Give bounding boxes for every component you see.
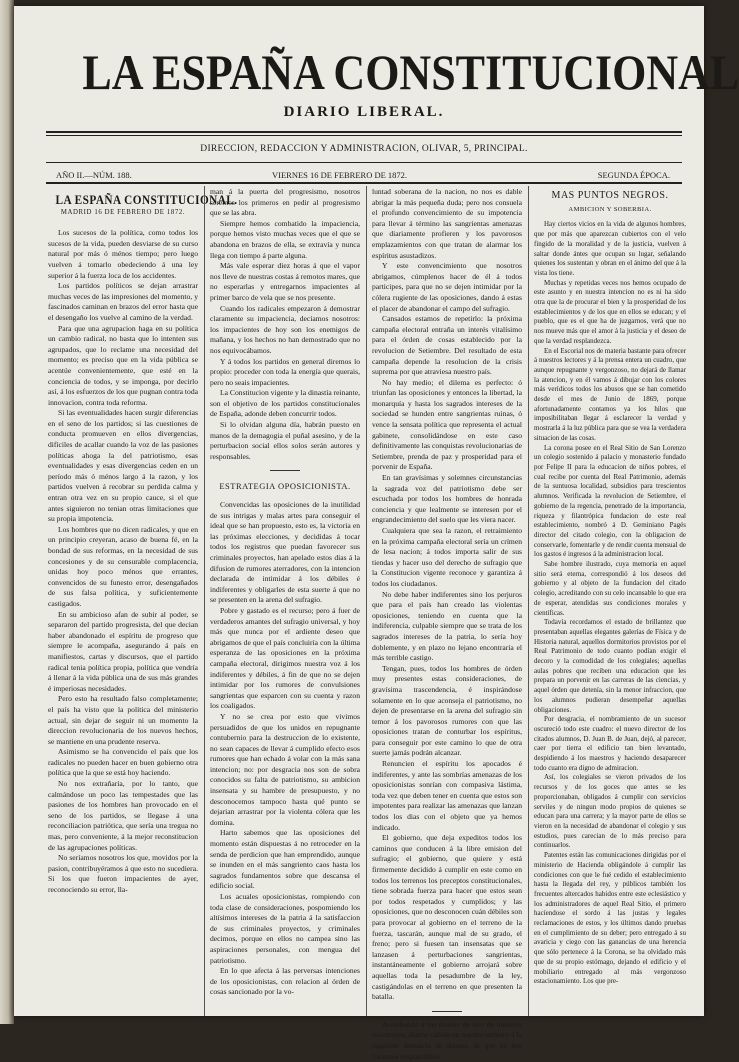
paragraph: Hay ciertos vicios en la vida de algunos hombres, que por más que aparezcan cubiertos con el velo fingido de la moralidad y de la justicia, vuelven á saltar donde ántes que ocupan su lugar, señalando quienes los sustentan y obran en el ánimo del que á la vista los tiene. <box>534 220 686 277</box>
paragraph: No nos extrañaría, por lo tanto, que calmándose un poco las tempestades que las pasiones de los hombres han provocado en el seno de los partidos, se llegase á una reconciliacion patriótica, que sería una tregua no mas, pero conveniente, á la mejor reconstitucion de las agrupaciones políticas. <box>48 779 198 852</box>
paragraph: Los hombres que no dicen radicales, y que en un principio creyeran, acaso de buena fé, en la bondad de sus reformas, en la necesidad de sus concesiones y de su censurable complacencia, unidas hoy poco ménos que errantes, convencidos de su funesto error, desengañados de sus falsa política, y suficientemente castigados. <box>48 524 198 608</box>
paragraph: Pero esto ha resultado falso completamente; el país ha visto que la política del ministerio actual, sin dejar de seguir ni un momento la direccion revolucionaria de los nuevos hechos, se mantiene en una prudente reserva. <box>48 694 198 746</box>
paragraph: En lo que afecta á las perversas intenciones de los oposicionistas, con relacion al órden de cosas sancionado por la vo- <box>210 966 360 997</box>
paragraph: Cualquiera que sea la razon, el retraimiento en la próxima campaña electoral sería un crímen de lesa nacion; á todos importa salir de sus tiendas y hacer uso del derecho de sufragio que la Constitucion vigente reconoce y garantiza á todos los ciudadanos. <box>372 526 522 588</box>
dateline-rule <box>46 182 682 184</box>
paragraph: El gobierno, que deja expeditos todos los caminos que conducen á la libre emision del sufragio; el gobierno, que quiere y está firmemente decidido á cumplir en este como en todos los terrenos los preceptos constitucionales, tiene sobrada fuerza para hacer que estos sean por todos respetados y cumplidos; y las oposiciones, que no desconocen cuán débiles son para provocar al gobierno en el terreno de la fuerza, tascarán, aunque mal de su grado, el freno; pero si fuesen tan insensatas que se lanzasen á perturbaciones sangrientas, instantáneamente el gobierno arrojará sobre aquellas toda la pesadumbre de la ley, castigándolas en el terreno en que presenten la batalla. <box>372 833 522 1002</box>
paragraph: La corona posee en el Real Sitio de San Lorenzo un colegio sostenido á palacio y monasterio fundado por Felipe II para la educacion de niños pobres, el cual recibe por cuenta del Real Patrimonio, además de la suntuosa localidad, subsidios para trescientos alumnos. Verificada la revolucion de Setiembre, el gobierno de la regencia, penetrado de la importancia, riqueza y filantrópica fundacion de este real establecimiento, nombró á D. Geminiano Pagés director del citado colegio, con la obligacion de conservarle, fomentarle y de rendir cuenta mensual de los gastos é ingresos á la administracion local. <box>534 443 686 559</box>
paragraph: Cuando los radicales empezaron á demostrar claramente su impaciencia, decíamos nosotros: los impacientes de hoy son los enemigos de mañana, y los hechos no han demostrado que no nos equivocábamos. <box>210 303 360 355</box>
paragraph: luntad soberana de la nacion, no nos es dable abrigar la más pequeña duda; pero nos consuela el profundo convencimiento de su impotencia para llevar á término las sangrientas amenazas que diariamente profieren y los pavorosos emplazamientos con que tratan de alarmar los espíritus asustadizos. <box>372 187 522 260</box>
masthead-rule-bottom <box>46 135 682 136</box>
paragraph: En el Escorial nos de materia bastante para ofrecer á nuestros lectores y á la prensa entera un cuadro, que aunque repugnante y vergonzoso, no dejará de llamar la atencion, y en él vamos á dibujar con los colores más verídicos todos los abusos que se han cometido desde el mes de Junio de 1869, porque afortunadamente contamos ya los hilos que imposibilitaban llegar á esclarecer la verdad y mostrarla á la luz pública para que se vea la verdadera situacion de las cosas. <box>534 346 686 442</box>
column-divider <box>366 186 367 1016</box>
paragraph: Cansados estamos de repetirlo: la próxima campaña electoral entraña un interés vitalísimo para el órden de cosas establecido por la revolucion de Setiembre. Del resultado de esta campaña depende la resolucion de la crisis suprema por que atraviesa nuestro país. <box>372 314 522 377</box>
column-1-subheading: MADRID 16 DE FEBRERO DE 1872. <box>60 208 186 216</box>
newspaper-page <box>14 6 739 1061</box>
paragraph: La Constitucion vigente y la dinastía reinante, son el objetivo de los partidos constitucionales de España, adonde deben concurrir todos. <box>210 388 360 419</box>
column-1 <box>48 187 238 1017</box>
paragraph: Así, los colegiales se vieron privados de los recursos y de los goces que antes se les proporcionaban, obligados á cumplir con servicios serviles y de ningun modo propios de quienes se educan para una carrera; y la mayor parte de ellos se vieron en la necesidad de abandonar el colegio y sus estudios, pues carecian de lo más preciso para continuarlos. <box>534 773 686 850</box>
paragraph: No hay medio; el dilema es perfecto: ó triunfan las oposiciones y entonces la libertad, la monarquía y hasta los sagrados intereses de la sociedad se hunden entre sangrientas ruinas, ó vence la sensata política que representa el actual gabinete, consolidándose en este caso definitivamente las conquistas revolucionarias de Setiembre, prenda de paz y prosperidad para el porvenir de España. <box>372 377 522 472</box>
paragraph: Muchas y repetidas veces nos hemos ocupado de este asunto y en nuestra intencion no es ni ha sido otra que la de procurar el bien y la prosperidad de los establecimientos y de los que en ellos se educan; y el pueblo, que es el que ha de juzgarnos, verá que no nos mueve más que el amor á la justicia y el deseo de que la verdad resplandezca. <box>534 278 686 345</box>
paragraph: Y á todos los partidos en general diremos lo propio: proceder con toda la energía que querais, pero no seais impacientes. <box>210 356 360 387</box>
paragraph: Y este convencimiento que nosotros abrigamos, cúmplenos hacer de él á todos participes, para que no se dejen intimidar por la cólera rugiente de las oposiciones, dando á estas el placer de abandonar el campo del sufragio. <box>372 261 522 313</box>
issue-date: VIERNES 16 DE FEBRERO DE 1872. <box>272 170 408 180</box>
paragraph: En su ambicioso afan de subir al poder, se separaron del partido progresista, del que decian haber abandonado el espíritu de progreso que siempre le acompaña, asegurando á país en manifiestos, cartas y discursos, que el partido radical tenia política propia, política que vendría á llenar á la vida pública una de sus más grandes é imperiosas necesidades. <box>48 609 198 693</box>
paragraph: Los acuales oposicionistas, rompiendo con toda clase de consideraciones, pospomiendo los altísimos intereses de la patria á la satisfaccion de sus criminales proyectos, y criminales decimos, porque en ellos no campea sino las aspiraciones personales, con mengua del patriotismo. <box>210 892 360 965</box>
column-4-subheading: AMBICION Y SOBERBIA. <box>568 205 652 213</box>
newspaper-title: LA ESPAÑA CONSTITUCIONAL <box>82 44 739 100</box>
paragraph: Siempre hemos combatido la impaciencia, porque hemos visto muchas veces que el que se abandona en brazos de ella, se extravía y nunca llega con tiempo á parte alguna. <box>210 218 360 260</box>
paragraph: Sabe hombre ilustrado, cuya memoria en aquel sitio será eterna, correspondió á los deseos del gobierno y al objeto de la fundacion del citado colegio, acreditando con su celo incansable lo que era de esperar, atendidas sus condiciones morales y científicas. <box>534 560 686 617</box>
column-4-heading: MAS PUNTOS NEGROS. <box>551 190 669 201</box>
paragraph: Pobre y gastado es el recurso; pero á fuer de verdaderos amantes del sufragio universal, y hoy más que nunca por el ardiente deseo que abrigamos de que el país concluiría con la última esperanza de las oposiciones en la próxima campaña electoral, dirigimos nuestra voz á los indiferentes y débiles, á fin de que no se dejen intimidar por los rumores de convulsiones sangrientas que esparcen con su cuenta y razon los coaligados. <box>210 605 360 711</box>
column-3 <box>372 187 522 1061</box>
address-line: DIRECCION, REDACCION Y ADMINISTRACION, OLIVAR, 5, PRINCIPAL. <box>200 144 528 154</box>
paragraph: Y no se crea por esto que vivimos persuadidos de que los unidos en repugnante contubernio para la destruccion de lo existente, no sean capaces de llevar á cumplido efecto esos rumores que han echado á volar con la más sana intencion; no: por desgracia nos son de sobra conocidos su falta de patriotismo, su ambicion insensata y su hambre de presupuesto, y no desconocemos tampoco hasta qué punto se dejarian arrastrar por la violenta cólera que les domina. <box>210 711 360 827</box>
book-spine <box>0 0 14 1024</box>
masthead <box>44 42 739 121</box>
paragraph: En tan gravísimas y solemnes circunstancias la sagrada voz del patriotismo debe ser escuchada por todos los hombres de honrada conciencia y que lealmente se interesen por el engrandecimiento del suelo que les viera nacer. <box>372 473 522 525</box>
paragraph: Los sucesos de la política, como todos los sucesos de la vida, pueden desviarse de su curso natural por más ó ménos tiempo; pero luego vuelven á tomarlo obedeciendo á una ley superior á la fuerza loca de los accidentes. <box>48 228 198 280</box>
paragraph: No debe haber indiferentes sino los perjuros que para el país han creado las violentas oposiciones, teniendo en cuenta que la indiferencia, culpable siempre que se trata de los sagrados intereses de la patria, lo sería hoy doblemente, y en plazo no lejano encontraría el más terrible castigo. <box>372 589 522 663</box>
paragraph: Patentes están las comunicaciones dirigidas por el ministerio de Hacienda obligándole á cumplir las condiciones con que le fué cedido el establecimiento hasta la llegada del rey, y públicos también los frecuentes altercados habidos entre este eclesiástico y los administradores de aquel Real Sitio, el primero hacíendose el sordo á las justas y legales reclamaciones de estos, y los últimos dando pruebas en el cumplimiento de su deber; pero entregado á su avaricia y ciego con las ganancias de una herencia que sólo pertenece á la Corona, se ha olvidado más que de su propio estómago, dejando el edificio y el mobiliario entregado al más vergonzoso estacionamiento. Los que pre- <box>534 851 686 986</box>
paragraph: Todavía recordamos el estado de brillantez que presentaban aquellas elegantes galerías de Física y de Historia natural, aquellos dormitorios provistos por el Real Patrimonio de todo cuanto podían exigir el decoro y la comodidad de los colegiales; aquellas aulas pobres que reciben una educacion que les prepara un porvenir en las carreras de las ciencias, y aquel órden que detenía, sin la menor infraccion, que los alumnos pudieran desempeñar aquellas obligaciones. <box>534 618 686 714</box>
column-2 <box>210 187 360 1017</box>
paragraph: man á la puerta del progresismo, nosotros seremos los primeros en pedir al progresismo que se las abra. <box>210 187 360 218</box>
paragraph: Tengan, pues, todos los hombres de órden muy presentes estas consideraciones, de gravísima trascendencia, é inspirándose solamente en lo que aconseja el patriotismo, no dejen de presentarse en la arena del sufragio sin temor á los pavorosos rumores con que las oposiciones tratan de conturbar los espíritus, para conseguir por este camino lo que de otra suerte jamás podrán alcanzar. <box>372 663 522 758</box>
paragraph: Para que una agrupacion haga en su política un cambio radical, no basta que lo intenten sus agrupados, que lo reclame una necesidad del momento; es preciso que en la vida pública se acentúe convenientemente, que esté en la conciencia de todos, y se imponga, por decirlo así, á los esfuerzos de los que pugnan contra toda innovacion, contra toda reforma. <box>48 323 198 407</box>
address-rule <box>46 162 682 163</box>
paragraph: Por desgracia, el nombramiento de un sucesor oscureció todo este cuadro: el nuevo director de los citados alumnos, D. Juan B. de Juan, dejó, al parecer, caer por tierra el edificio tan bien levantado, despidiendo á los maestros y haciendo desaparecer todo cuanto era digno de admiracion. <box>534 715 686 772</box>
column-1-heading: LA ESPAÑA CONSTITUCIONAL. <box>55 193 238 207</box>
paragraph: Renuncien el espíritu los apocados é indiferentes, y ante las sombrías amenazas de los oposicionistas sonrían con compasiva lástima, toda vez que deben tener en cuenta que estos son impotentes para realizar las amenazas que lanzan todos los dias con el objeto que ya hemos indicado. <box>372 759 522 832</box>
paragraph: Más vale esperar diez horas á que el vapor nos lleve de nuestras costas á remotos mares, que no esperarlas y entregarnos impacientes al primer barco de vela que se nos presente. <box>210 261 360 302</box>
paragraph: Los partidos políticos se dejan arrastrar muchas veces de las impresiones del momento, y fascinados caminan en brazos del error hasta que el desengaño los vuelve al camino de la verdad. <box>48 281 198 322</box>
issue-number: AÑO II.—NÚM. 188. <box>56 170 132 180</box>
column-1-body <box>48 228 198 895</box>
section-separator <box>270 470 300 471</box>
paragraph: No seríamos nosotros los que, movidos por la pasion, contribuyéramos á que esto no sucediera. Si los que fueron impacientes de ayer, reconociendo su error, lla- <box>48 853 198 894</box>
paragraph: Si lo olvidan alguna día, habrán puesto en manos de la demagogia el puñal asesino, y de la perturbacion social ellos solos serán autores y responsables. <box>210 420 360 461</box>
newspaper-subtitle: DIARIO LIBERAL. <box>283 104 445 120</box>
closing-note: Accediendo á los deseos de uno de nuestros suscritores, damos cabida en nuestro número á la siguiente denuncia de abusos, de que no nos hacemos responsables: <box>372 1019 522 1061</box>
paragraph: Si las eventualidades hacen surgir diferencias en el seno de los partidos; si las cuestiones de conducta promueven en ellos divergencias, difíciles de acallar cuando la voz de las pasiones políticas ahoga la del patriotismo, esas eventualidades y esas divergencias ceden en un período más ó ménos largo á la razon, y los partidos vuelven á recobrar su perdida calma y entran otra vez en su propio cauce, si el que antes siguieron no tenian otras limitaciones que su propia impotencia. <box>48 408 198 524</box>
section-separator <box>432 1011 462 1012</box>
paragraph: Asimismo se ha convencido el país que los radicales no pueden hacer en buen gobierno otra política que la que se está hoy haciendo. <box>48 747 198 778</box>
section-heading: ESTRATEGIA OPOSICIONISTA. <box>219 481 351 492</box>
paragraph: Harto sabemos que las oposiciones del momento están dispuestas á no retroceder en la senda de perdicion que han emprendido, aunque se inunden en el más sangriento caos hasta los sagrados fundamentos sobre que descansa el edificio social. <box>210 828 360 891</box>
paragraph: Convencidas las oposiciones de la inutilidad de sus intrigas y malas artes para conseguir el ideal que se han propuesto, esto es, la victoria en las próximas elecciones, y decididas á tocar todos los registros que puedan favorecer sus criminales proyectos, han apelado estos dias á la difusion de rumores aterradores, con la intencion declarada de intimidar á los débiles é indiferentes y obligarles de esta suerte á que no se presenten en la arena del sufragio. <box>210 500 360 605</box>
epoch-label: SEGUNDA ÉPOCA. <box>597 170 670 180</box>
column-divider <box>528 186 529 1016</box>
masthead-rule-top <box>46 131 682 133</box>
column-4 <box>534 187 686 1017</box>
column-divider <box>204 186 205 1016</box>
